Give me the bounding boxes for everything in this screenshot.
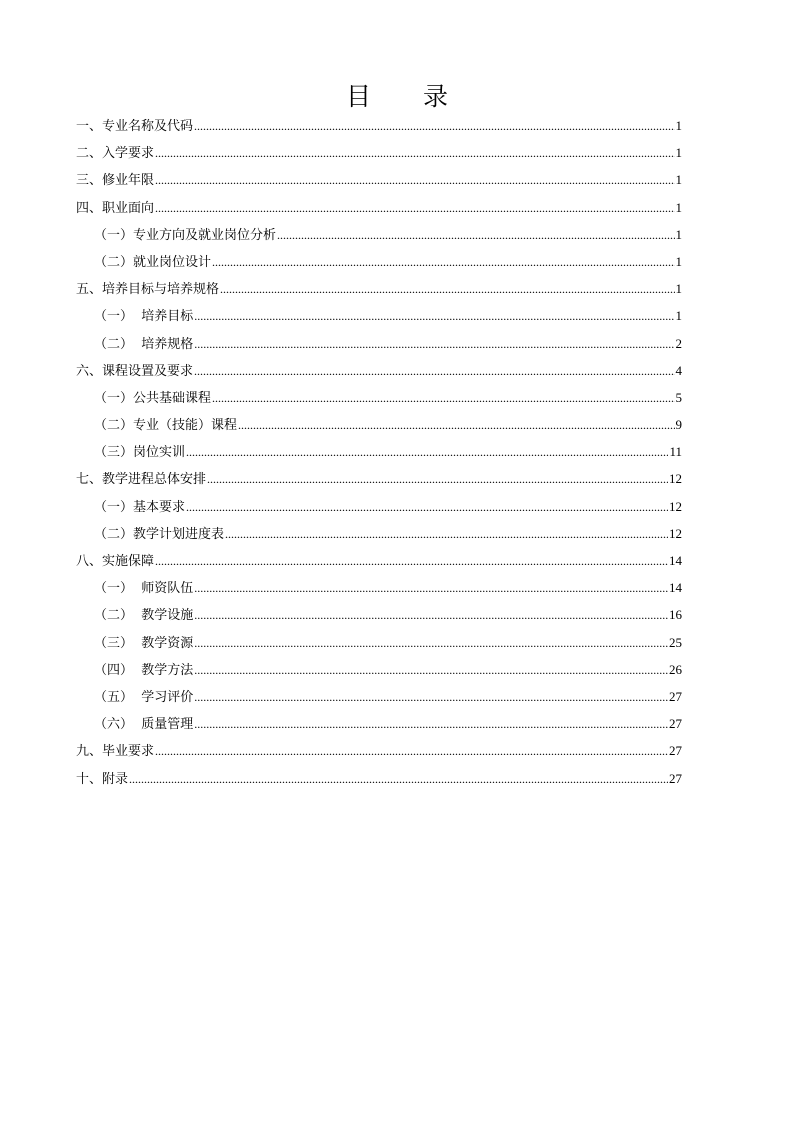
toc-entry[interactable]	[76, 357, 682, 384]
toc-page-number: 27	[669, 770, 682, 786]
dot-leader	[277, 222, 674, 249]
toc-entry-text: （一）专业方向及就业岗位分析	[94, 227, 277, 243]
toc-page-number: 14	[669, 580, 682, 596]
toc-page-number: 25	[669, 634, 682, 650]
dot-leader	[155, 195, 674, 222]
toc-page-number: 5	[675, 389, 682, 405]
toc-page-number: 1	[675, 226, 682, 242]
toc-entry[interactable]	[76, 112, 682, 139]
toc-entry-text: 九、毕业要求	[76, 744, 155, 760]
toc-entry-text: 四、职业面向	[76, 200, 155, 216]
toc-entry-text: 一、专业名称及代码	[76, 119, 194, 134]
toc-page-number: 1	[675, 199, 682, 215]
toc-page-number: 1	[675, 172, 682, 188]
toc-page-number: 27	[669, 716, 682, 732]
toc-entry[interactable]	[76, 520, 682, 547]
dot-leader	[207, 466, 668, 493]
toc-entry[interactable]	[76, 194, 682, 221]
dot-leader	[186, 439, 668, 466]
toc-entry[interactable]	[76, 547, 682, 574]
dot-leader	[194, 657, 668, 684]
toc-page-number: 11	[669, 444, 682, 460]
toc-title: 目 录	[346, 82, 470, 111]
toc-entry[interactable]	[76, 493, 682, 520]
toc-entry-text: （二） 培养规格	[94, 336, 194, 352]
dot-leader	[194, 575, 668, 602]
toc-entry[interactable]	[76, 629, 682, 656]
toc-entry-text: （一）基本要求	[94, 499, 186, 515]
toc-entry-text: （四） 教学方法	[94, 662, 194, 678]
toc-page-number: 1	[675, 281, 682, 297]
toc-page-number: 12	[669, 498, 682, 514]
toc-entry[interactable]	[76, 601, 682, 628]
toc-page-number: 26	[669, 661, 682, 677]
dot-leader	[155, 167, 674, 194]
dot-leader	[194, 630, 668, 657]
dot-leader	[212, 249, 674, 276]
toc-entry-text: 二、入学要求	[76, 146, 155, 162]
toc-entry-text: （三）岗位实训	[94, 445, 186, 461]
toc-page-number: 4	[675, 362, 682, 378]
toc-page-number: 12	[669, 471, 682, 487]
toc-entry-text: （二）教学计划进度表	[94, 526, 225, 542]
toc-page-number: 27	[669, 688, 682, 704]
toc-entry[interactable]	[76, 710, 682, 737]
dot-leader	[194, 331, 674, 358]
toc-entry-text: （二）专业（技能）课程	[94, 418, 238, 434]
dot-leader	[194, 303, 674, 330]
toc-page-number: 2	[675, 335, 682, 351]
toc-entry-text: （一） 师资队伍	[94, 581, 194, 597]
toc-page-number: 1	[675, 308, 682, 324]
dot-leader	[194, 113, 674, 140]
toc-entry[interactable]	[76, 248, 682, 275]
toc-page-number: 1	[675, 145, 682, 161]
toc-page-number: 1	[675, 118, 682, 133]
toc-entry-text: 三、修业年限	[76, 173, 155, 189]
dot-leader	[194, 602, 668, 629]
toc-entry-text: （二） 教学设施	[94, 608, 194, 624]
toc-entry[interactable]	[76, 139, 682, 166]
dot-leader	[129, 766, 668, 793]
toc-entry[interactable]	[76, 683, 682, 710]
toc-page-number: 1	[675, 253, 682, 269]
toc-entry-text: （一）公共基础课程	[94, 390, 212, 406]
dot-leader	[194, 711, 668, 738]
toc-entry-text: 八、实施保障	[76, 554, 155, 569]
toc-entry-text: （三） 教学资源	[94, 635, 194, 651]
toc-entry-text: 十、附录	[76, 771, 129, 787]
toc-entry-text: 七、教学进程总体安排	[76, 472, 207, 488]
toc-entry-text: （一） 培养目标	[94, 309, 194, 325]
toc-entry-text: 六、课程设置及要求	[76, 363, 194, 379]
toc-list	[76, 112, 682, 792]
toc-entry-text: 五、培养目标与培养规格	[76, 282, 220, 298]
dot-leader	[225, 521, 668, 548]
toc-page-number: 16	[669, 607, 682, 623]
toc-entry[interactable]	[76, 330, 682, 357]
dot-leader	[238, 412, 674, 439]
dot-leader	[194, 358, 674, 385]
toc-entry[interactable]	[76, 384, 682, 411]
toc-entry[interactable]	[76, 765, 682, 792]
toc-entry-text: （五） 学习评价	[94, 689, 194, 705]
toc-entry[interactable]	[76, 574, 682, 601]
dot-leader	[186, 494, 668, 521]
toc-entry[interactable]	[76, 221, 682, 248]
toc-entry-text: （二）就业岗位设计	[94, 254, 212, 270]
toc-page-number: 12	[669, 525, 682, 541]
toc-entry[interactable]	[76, 465, 682, 492]
toc-page-number: 27	[669, 743, 682, 759]
toc-entry-text: （六） 质量管理	[94, 717, 194, 733]
toc-entry[interactable]	[76, 656, 682, 683]
dot-leader	[155, 548, 668, 575]
toc-page-number: 14	[669, 553, 682, 568]
toc-entry[interactable]	[76, 737, 682, 764]
dot-leader	[155, 140, 674, 167]
toc-page-number: 9	[675, 417, 682, 433]
toc-entry[interactable]	[76, 275, 682, 302]
toc-entry[interactable]	[76, 411, 682, 438]
toc-entry[interactable]	[76, 438, 682, 465]
dot-leader	[194, 684, 668, 711]
dot-leader	[220, 276, 674, 303]
dot-leader	[212, 385, 674, 412]
toc-entry[interactable]	[76, 166, 682, 193]
dot-leader	[155, 738, 668, 765]
toc-entry[interactable]	[76, 302, 682, 329]
